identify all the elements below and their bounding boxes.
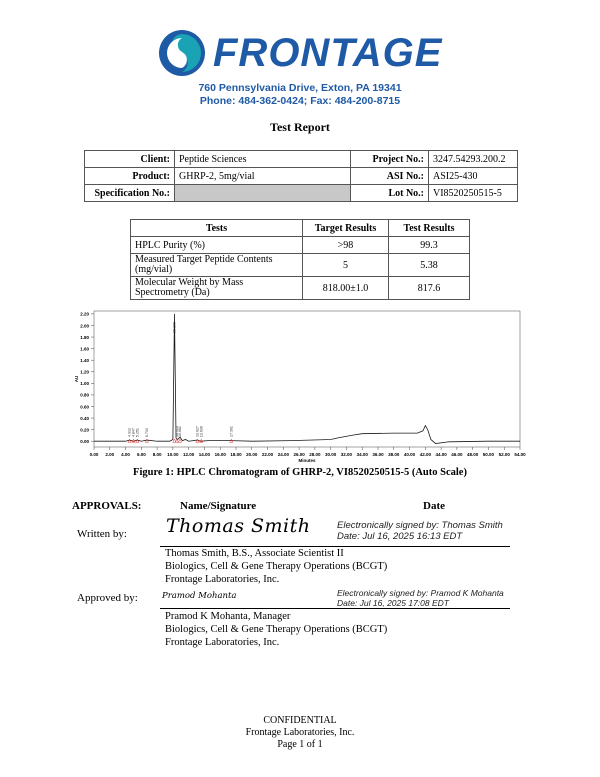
- peak-label: 10.681: [177, 426, 182, 438]
- x-tick-label: 10.00: [167, 452, 179, 457]
- approved-esign-by: Electronically signed by: Pramod K Mohanta: [337, 588, 504, 598]
- name-signature-heading: Name/Signature: [180, 500, 257, 512]
- results-header-row: [131, 220, 470, 237]
- date-heading: Date: [423, 500, 445, 512]
- info-row: [85, 168, 518, 185]
- x-tick-label: 2.00: [105, 452, 115, 457]
- page-number: Page 1 of 1: [277, 739, 323, 750]
- spec-value: [175, 185, 351, 202]
- x-tick-label: 36.00: [372, 452, 384, 457]
- x-tick-label: 14.00: [198, 452, 211, 457]
- y-axis-label: AU: [74, 375, 79, 383]
- x-tick-label: 0.00: [89, 452, 99, 457]
- peak-label: 5.251: [135, 428, 140, 438]
- peak-label: 10.108: [172, 322, 177, 333]
- client-value: Peptide Sciences: [175, 151, 351, 168]
- x-tick-label: 48.00: [467, 452, 479, 457]
- x-tick-label: 6.00: [136, 452, 146, 457]
- page-footer: [0, 715, 600, 751]
- peak-label: 4.312: [127, 428, 132, 438]
- footer-company: Frontage Laboratories, Inc.: [245, 727, 355, 738]
- written-name-title: Thomas Smith, B.S., Associate Scientist II: [165, 548, 344, 559]
- approved-by-label: Approved by:: [77, 592, 138, 604]
- product-label: Product:: [85, 168, 175, 185]
- hplc-chromatogram: [72, 307, 528, 465]
- info-row: [85, 185, 518, 202]
- y-tick-label: 0.60: [80, 404, 89, 410]
- x-tick-label: 34.00: [356, 452, 368, 457]
- x-tick-label: 30.00: [325, 452, 337, 457]
- approved-by-details: [165, 610, 387, 649]
- info-table: [84, 150, 518, 202]
- x-tick-label: 24.00: [277, 452, 289, 457]
- x-tick-label: 12.00: [183, 452, 195, 457]
- product-value: GHRP-2, 5mg/vial: [175, 168, 351, 185]
- approvals-heading: APPROVALS:: [72, 500, 142, 512]
- company-address: 760 Pennsylvania Drive, Exton, PA 19341: [198, 82, 402, 94]
- written-esign-by: Electronically signed by: Thomas Smith: [337, 520, 503, 531]
- peak-marker: [178, 439, 181, 442]
- test-name: Molecular Weight by Mass Spectrometry (Da): [131, 277, 303, 300]
- y-tick-label: 2.20: [80, 311, 89, 317]
- result-value: 817.6: [389, 277, 470, 300]
- asi-label: ASI No.:: [351, 168, 429, 185]
- y-tick-label: 0.20: [80, 427, 89, 433]
- approved-name-title: Pramod K Mohanta, Manager: [165, 611, 291, 622]
- header-tests: Tests: [131, 220, 303, 237]
- peak-label: 6.733: [144, 428, 149, 438]
- results-table: [130, 219, 470, 300]
- brand-name: FRONTAGE: [213, 31, 443, 75]
- approved-department: Biologics, Cell & Gene Therapy Operations (BCGT): [165, 624, 388, 635]
- result-value: 99.3: [389, 237, 470, 254]
- x-tick-label: 50.00: [482, 452, 495, 457]
- x-axis-label: Minutes: [298, 458, 316, 463]
- header-result: Test Results: [389, 220, 470, 237]
- target-value: 5: [303, 254, 389, 277]
- frontage-logo-icon: [157, 28, 207, 78]
- figure-caption: Figure 1: HPLC Chromatogram of GHRP-2, VI8520250515-5 (Auto Scale): [133, 467, 467, 478]
- approved-signature: Pramod Mohanta: [162, 591, 237, 601]
- x-tick-label: 46.00: [451, 452, 463, 457]
- x-tick-label: 38.00: [388, 452, 400, 457]
- x-tick-label: 16.00: [214, 452, 226, 457]
- x-tick-label: 54.00: [514, 452, 526, 457]
- y-tick-label: 2.00: [80, 323, 89, 329]
- peak-label: 17.301: [229, 426, 234, 438]
- y-tick-label: 0.80: [80, 392, 89, 398]
- y-tick-label: 0.40: [80, 415, 89, 421]
- target-value: 818.00±1.0: [303, 277, 389, 300]
- signature-line: [160, 608, 510, 609]
- target-value: >98: [303, 237, 389, 254]
- project-value: 3247.54293.200.2: [429, 151, 518, 168]
- written-by-label: Written by:: [77, 528, 127, 540]
- written-esign: [337, 520, 503, 542]
- lot-value: VI8520250515-5: [429, 185, 518, 202]
- y-tick-label: 1.00: [80, 381, 89, 387]
- x-tick-label: 26.00: [293, 452, 305, 457]
- x-tick-label: 20.00: [246, 452, 258, 457]
- x-tick-label: 4.00: [121, 452, 130, 457]
- written-esign-date: Date: Jul 16, 2025 16:13 EDT: [337, 531, 463, 542]
- x-tick-label: 52.00: [498, 452, 510, 457]
- y-tick-label: 1.80: [80, 334, 89, 340]
- results-row: [131, 237, 470, 254]
- y-tick-label: 1.20: [80, 369, 89, 375]
- spec-label: Specification No.:: [85, 185, 175, 202]
- test-name: Measured Target Peptide Contents (mg/vial): [131, 254, 303, 277]
- written-signature: Thomas Smith: [166, 515, 311, 537]
- y-tick-label: 1.60: [80, 346, 89, 352]
- plot-frame: [94, 311, 520, 447]
- test-name: HPLC Purity (%): [131, 237, 303, 254]
- x-tick-label: 28.00: [309, 452, 321, 457]
- approved-esign: [337, 588, 504, 608]
- info-row: [85, 151, 518, 168]
- client-label: Client:: [85, 151, 175, 168]
- results-row: [131, 277, 470, 300]
- x-tick-label: 42.00: [419, 452, 431, 457]
- company-phone-fax: Phone: 484-362-0424; Fax: 484-200-8715: [199, 95, 401, 107]
- peak-label: 4.847: [131, 428, 136, 438]
- x-tick-label: 32.00: [340, 452, 353, 457]
- header-target: Target Results: [303, 220, 389, 237]
- project-label: Project No.:: [351, 151, 429, 168]
- asi-value: ASI25-430: [429, 168, 518, 185]
- peak-label: 13.027: [195, 426, 200, 438]
- y-tick-label: 1.40: [80, 357, 89, 363]
- written-by-details: [165, 547, 387, 586]
- report-title: Test Report: [270, 120, 330, 134]
- results-row: [131, 254, 470, 277]
- peak-label: 10.413: [174, 426, 179, 438]
- x-tick-label: 8.00: [152, 452, 162, 457]
- approved-esign-date: Date: Jul 16, 2025 17:08 EDT: [337, 598, 449, 608]
- x-tick-label: 18.00: [230, 452, 242, 457]
- company-logo: [157, 26, 447, 82]
- written-department: Biologics, Cell & Gene Therapy Operations (BCGT): [165, 561, 388, 572]
- chromatogram-trace: [94, 314, 520, 444]
- approved-company: Frontage Laboratories, Inc.: [165, 637, 280, 648]
- written-company: Frontage Laboratories, Inc.: [165, 574, 280, 585]
- lot-label: Lot No.:: [351, 185, 429, 202]
- peak-label: 13.636: [199, 426, 204, 438]
- y-tick-label: 0.00: [80, 439, 89, 445]
- peak-marker: [145, 439, 148, 442]
- x-tick-label: 44.00: [435, 452, 447, 457]
- result-value: 5.38: [389, 254, 470, 277]
- x-tick-label: 40.00: [403, 452, 416, 457]
- confidential-label: CONFIDENTIAL: [263, 715, 337, 726]
- x-tick-label: 22.00: [261, 452, 274, 457]
